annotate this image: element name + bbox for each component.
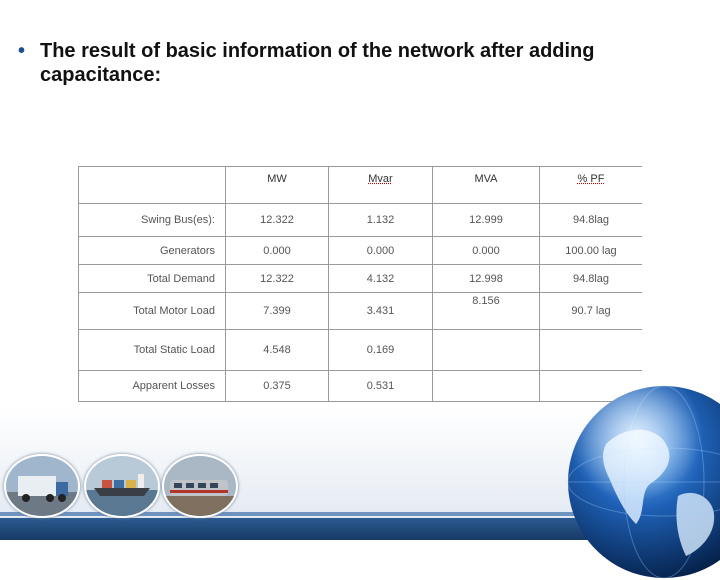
- mvar-cell: 3.431: [329, 293, 433, 330]
- table-row: [79, 204, 643, 237]
- mvar-cell: 0.169: [329, 330, 433, 371]
- mw-cell: 4.548: [226, 330, 329, 371]
- header-cell-empty: [79, 167, 226, 204]
- truck-icon: [4, 454, 80, 518]
- bullet-text: The result of basic information of the network after adding capacitance:: [40, 40, 595, 86]
- mva-cell: 0.000: [433, 237, 540, 265]
- mw-cell: 7.399: [226, 293, 329, 330]
- mw-cell: 12.322: [226, 204, 329, 237]
- pf-cell: 100.00 lag: [540, 237, 643, 265]
- row-label: Total Motor Load: [79, 293, 226, 330]
- mw-cell: 0.375: [226, 371, 329, 402]
- mva-cell: 12.998: [433, 265, 540, 293]
- header-pf-label: % PF: [577, 173, 605, 185]
- mw-cell: 0.000: [226, 237, 329, 265]
- mvar-cell: 0.000: [329, 237, 433, 265]
- header-mvar-label: Mvar: [368, 173, 393, 185]
- row-label: Total Demand: [79, 265, 226, 293]
- table-row: [79, 237, 643, 265]
- results-table: [78, 166, 642, 402]
- mva-cell: [433, 371, 540, 402]
- mva-cell: 8.156: [433, 293, 540, 330]
- header-cell-mw: MW: [226, 167, 329, 204]
- mva-cell: [433, 330, 540, 371]
- pf-cell: [540, 330, 643, 371]
- mvar-cell: 4.132: [329, 265, 433, 293]
- row-label: Apparent Losses: [79, 371, 226, 402]
- table-row: [79, 371, 643, 402]
- table-row: [79, 293, 643, 330]
- mvar-cell: 1.132: [329, 204, 433, 237]
- table-row: [79, 330, 643, 371]
- table-header-row: [79, 167, 643, 204]
- mva-cell: 12.999: [433, 204, 540, 237]
- mvar-cell: 0.531: [329, 371, 433, 402]
- header-cell-mva: MVA: [433, 167, 540, 204]
- bullet-icon: •: [18, 40, 26, 62]
- ship-icon: [84, 454, 160, 518]
- pf-cell: 94.8lag: [540, 265, 643, 293]
- row-label: Swing Bus(es):: [79, 204, 226, 237]
- pf-cell: 94.8lag: [540, 204, 643, 237]
- row-label: Total Static Load: [79, 330, 226, 371]
- header-cell-pf: [540, 167, 643, 204]
- pf-cell: 90.7 lag: [540, 293, 643, 330]
- table-row: [79, 265, 643, 293]
- row-label: Generators: [79, 237, 226, 265]
- header-cell-mvar: [329, 167, 433, 204]
- mw-cell: 12.322: [226, 265, 329, 293]
- results-table-image: [78, 166, 642, 408]
- train-icon: [162, 454, 238, 518]
